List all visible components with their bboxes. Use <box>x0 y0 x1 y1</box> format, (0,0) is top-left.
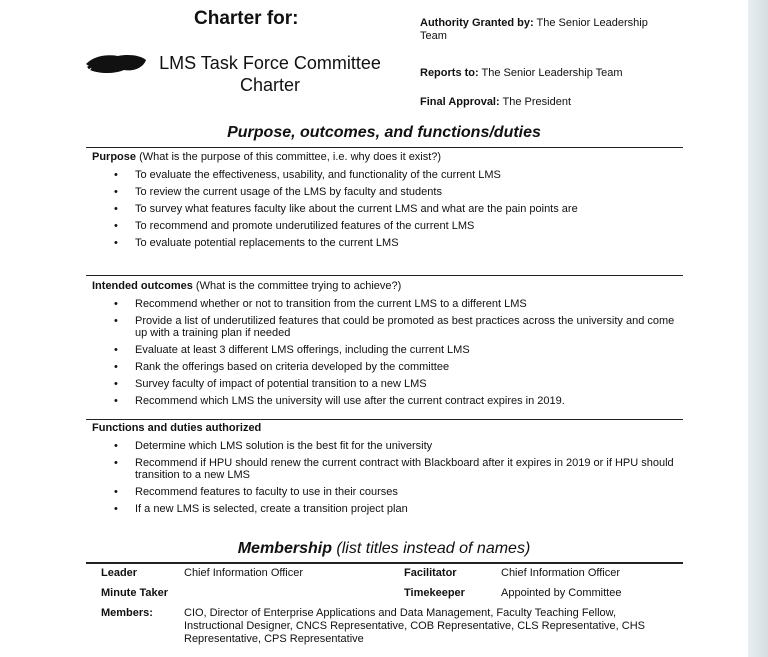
list-item-text: If a new LMS is selected, create a transition project plan <box>135 503 408 515</box>
divider <box>86 275 683 276</box>
reports-label: Reports to: <box>420 67 479 79</box>
divider <box>86 562 683 564</box>
functions-list <box>92 440 682 515</box>
list-item <box>92 186 675 198</box>
divider <box>86 147 683 148</box>
membership-heading-note: (list titles instead of names) <box>336 540 531 557</box>
list-item-text: Recommend if HPU should renew the current contract with Blackboard after it expires in 2019 or if HPU should transition to a new LMS <box>135 457 674 481</box>
bullet-icon: • <box>114 378 118 390</box>
approval-label: Final Approval: <box>420 96 500 108</box>
membership-heading: Membership <box>237 540 332 557</box>
section-heading-membership <box>0 540 768 558</box>
list-item <box>92 395 675 407</box>
bullet-icon: • <box>114 186 118 198</box>
purpose-label: Purpose <box>92 151 137 163</box>
bullet-icon: • <box>114 361 118 373</box>
members-label: Members: <box>101 607 153 619</box>
outcomes-label: Intended outcomes <box>92 280 193 292</box>
outcomes-header <box>92 279 682 293</box>
list-item-text: Determine which LMS solution is the best fit for the university <box>135 440 433 452</box>
list-item-text: Recommend which LMS the university will use after the current contract expires in 2019. <box>135 395 565 407</box>
authority-granted <box>420 17 670 43</box>
redaction-mark <box>84 50 148 76</box>
list-item <box>92 486 675 498</box>
list-item-text: Evaluate at least 3 different LMS offerings, including the current LMS <box>135 344 470 356</box>
list-item <box>92 503 675 515</box>
functions-header <box>92 421 682 435</box>
list-item-text: To recommend and promote underutilized features of the current LMS <box>135 220 475 232</box>
leader-label: Leader <box>101 567 138 579</box>
bullet-icon: • <box>114 298 118 310</box>
functions-block <box>92 421 682 515</box>
list-item <box>92 457 675 481</box>
final-approval <box>420 96 670 109</box>
list-item-text: Survey faculty of impact of potential transition to a new LMS <box>135 378 427 390</box>
purpose-header <box>92 150 682 164</box>
charter-for-label: Charter for: <box>194 8 299 29</box>
bullet-icon: • <box>114 220 118 232</box>
outcomes-block <box>92 279 682 407</box>
bullet-icon: • <box>114 344 118 356</box>
list-item-text: To evaluate potential replacements to the current LMS <box>135 237 399 249</box>
list-item-text: Recommend features to faculty to use in their courses <box>135 486 398 498</box>
list-item <box>92 237 675 249</box>
functions-label: Functions and duties authorized <box>92 422 262 434</box>
list-item <box>92 378 675 390</box>
list-item-text: To survey what features faculty like about the current LMS and what are the pain points are <box>135 203 578 215</box>
list-item <box>92 220 675 232</box>
committee-title-line1: LMS Task Force Committee <box>159 53 381 73</box>
bullet-icon: • <box>114 237 118 249</box>
reports-to <box>420 67 670 80</box>
list-item <box>92 361 675 373</box>
bullet-icon: • <box>114 203 118 215</box>
reports-value: The Senior Leadership Team <box>481 67 623 79</box>
page-edge <box>748 0 768 657</box>
list-item-text: To evaluate the effectiveness, usability, and functionality of the current LMS <box>135 169 501 181</box>
members-value: CIO, Director of Enterprise Applications and Data Management, Faculty Teaching Fellow, Instructional Designer, CNCS Representative, COB Representative, CLS Representative, CHS Representative, CPS Representative <box>184 607 645 645</box>
list-item <box>92 203 675 215</box>
timekeeper-label: Timekeeper <box>404 587 465 599</box>
list-item <box>92 344 675 356</box>
list-item-text: Rank the offerings based on criteria developed by the committee <box>135 361 450 373</box>
bullet-icon: • <box>114 503 118 515</box>
authority-label: Authority Granted by: <box>420 17 534 29</box>
committee-title <box>150 52 390 96</box>
facilitator-value: Chief Information Officer <box>501 567 621 579</box>
list-item-text: Provide a list of underutilized features that could be promoted as best practices across the university and come up with a training plan if needed <box>135 315 675 339</box>
list-item-text: Recommend whether or not to transition from the current LMS to a different LMS <box>135 298 527 310</box>
approval-value: The President <box>502 96 571 108</box>
purpose-list <box>92 169 682 249</box>
facilitator-label: Facilitator <box>404 567 457 579</box>
committee-title-line2: Charter <box>239 75 301 95</box>
bullet-icon: • <box>114 486 118 498</box>
leader-value: Chief Information Officer <box>184 567 304 579</box>
list-item <box>92 298 675 310</box>
list-item-text: To review the current usage of the LMS by faculty and students <box>135 186 442 198</box>
section-heading-purpose: Purpose, outcomes, and functions/duties <box>227 124 541 141</box>
bullet-icon: • <box>114 440 118 452</box>
bullet-icon: • <box>114 169 118 181</box>
divider <box>86 419 683 420</box>
outcomes-list <box>92 298 682 407</box>
bullet-icon: • <box>114 457 118 469</box>
minute-taker-label: Minute Taker <box>101 587 169 599</box>
list-item <box>92 440 675 452</box>
list-item <box>92 315 675 339</box>
outcomes-question: (What is the committee trying to achieve?) <box>195 280 402 292</box>
bullet-icon: • <box>114 395 118 407</box>
timekeeper-value: Appointed by Committee <box>501 587 622 599</box>
list-item <box>92 169 675 181</box>
purpose-question: (What is the purpose of this committee, i.e. why does it exist?) <box>139 151 442 163</box>
bullet-icon: • <box>114 315 118 327</box>
authority-value-line2: Team <box>420 30 447 42</box>
authority-value: The Senior Leadership <box>536 17 648 29</box>
purpose-block <box>92 150 682 249</box>
